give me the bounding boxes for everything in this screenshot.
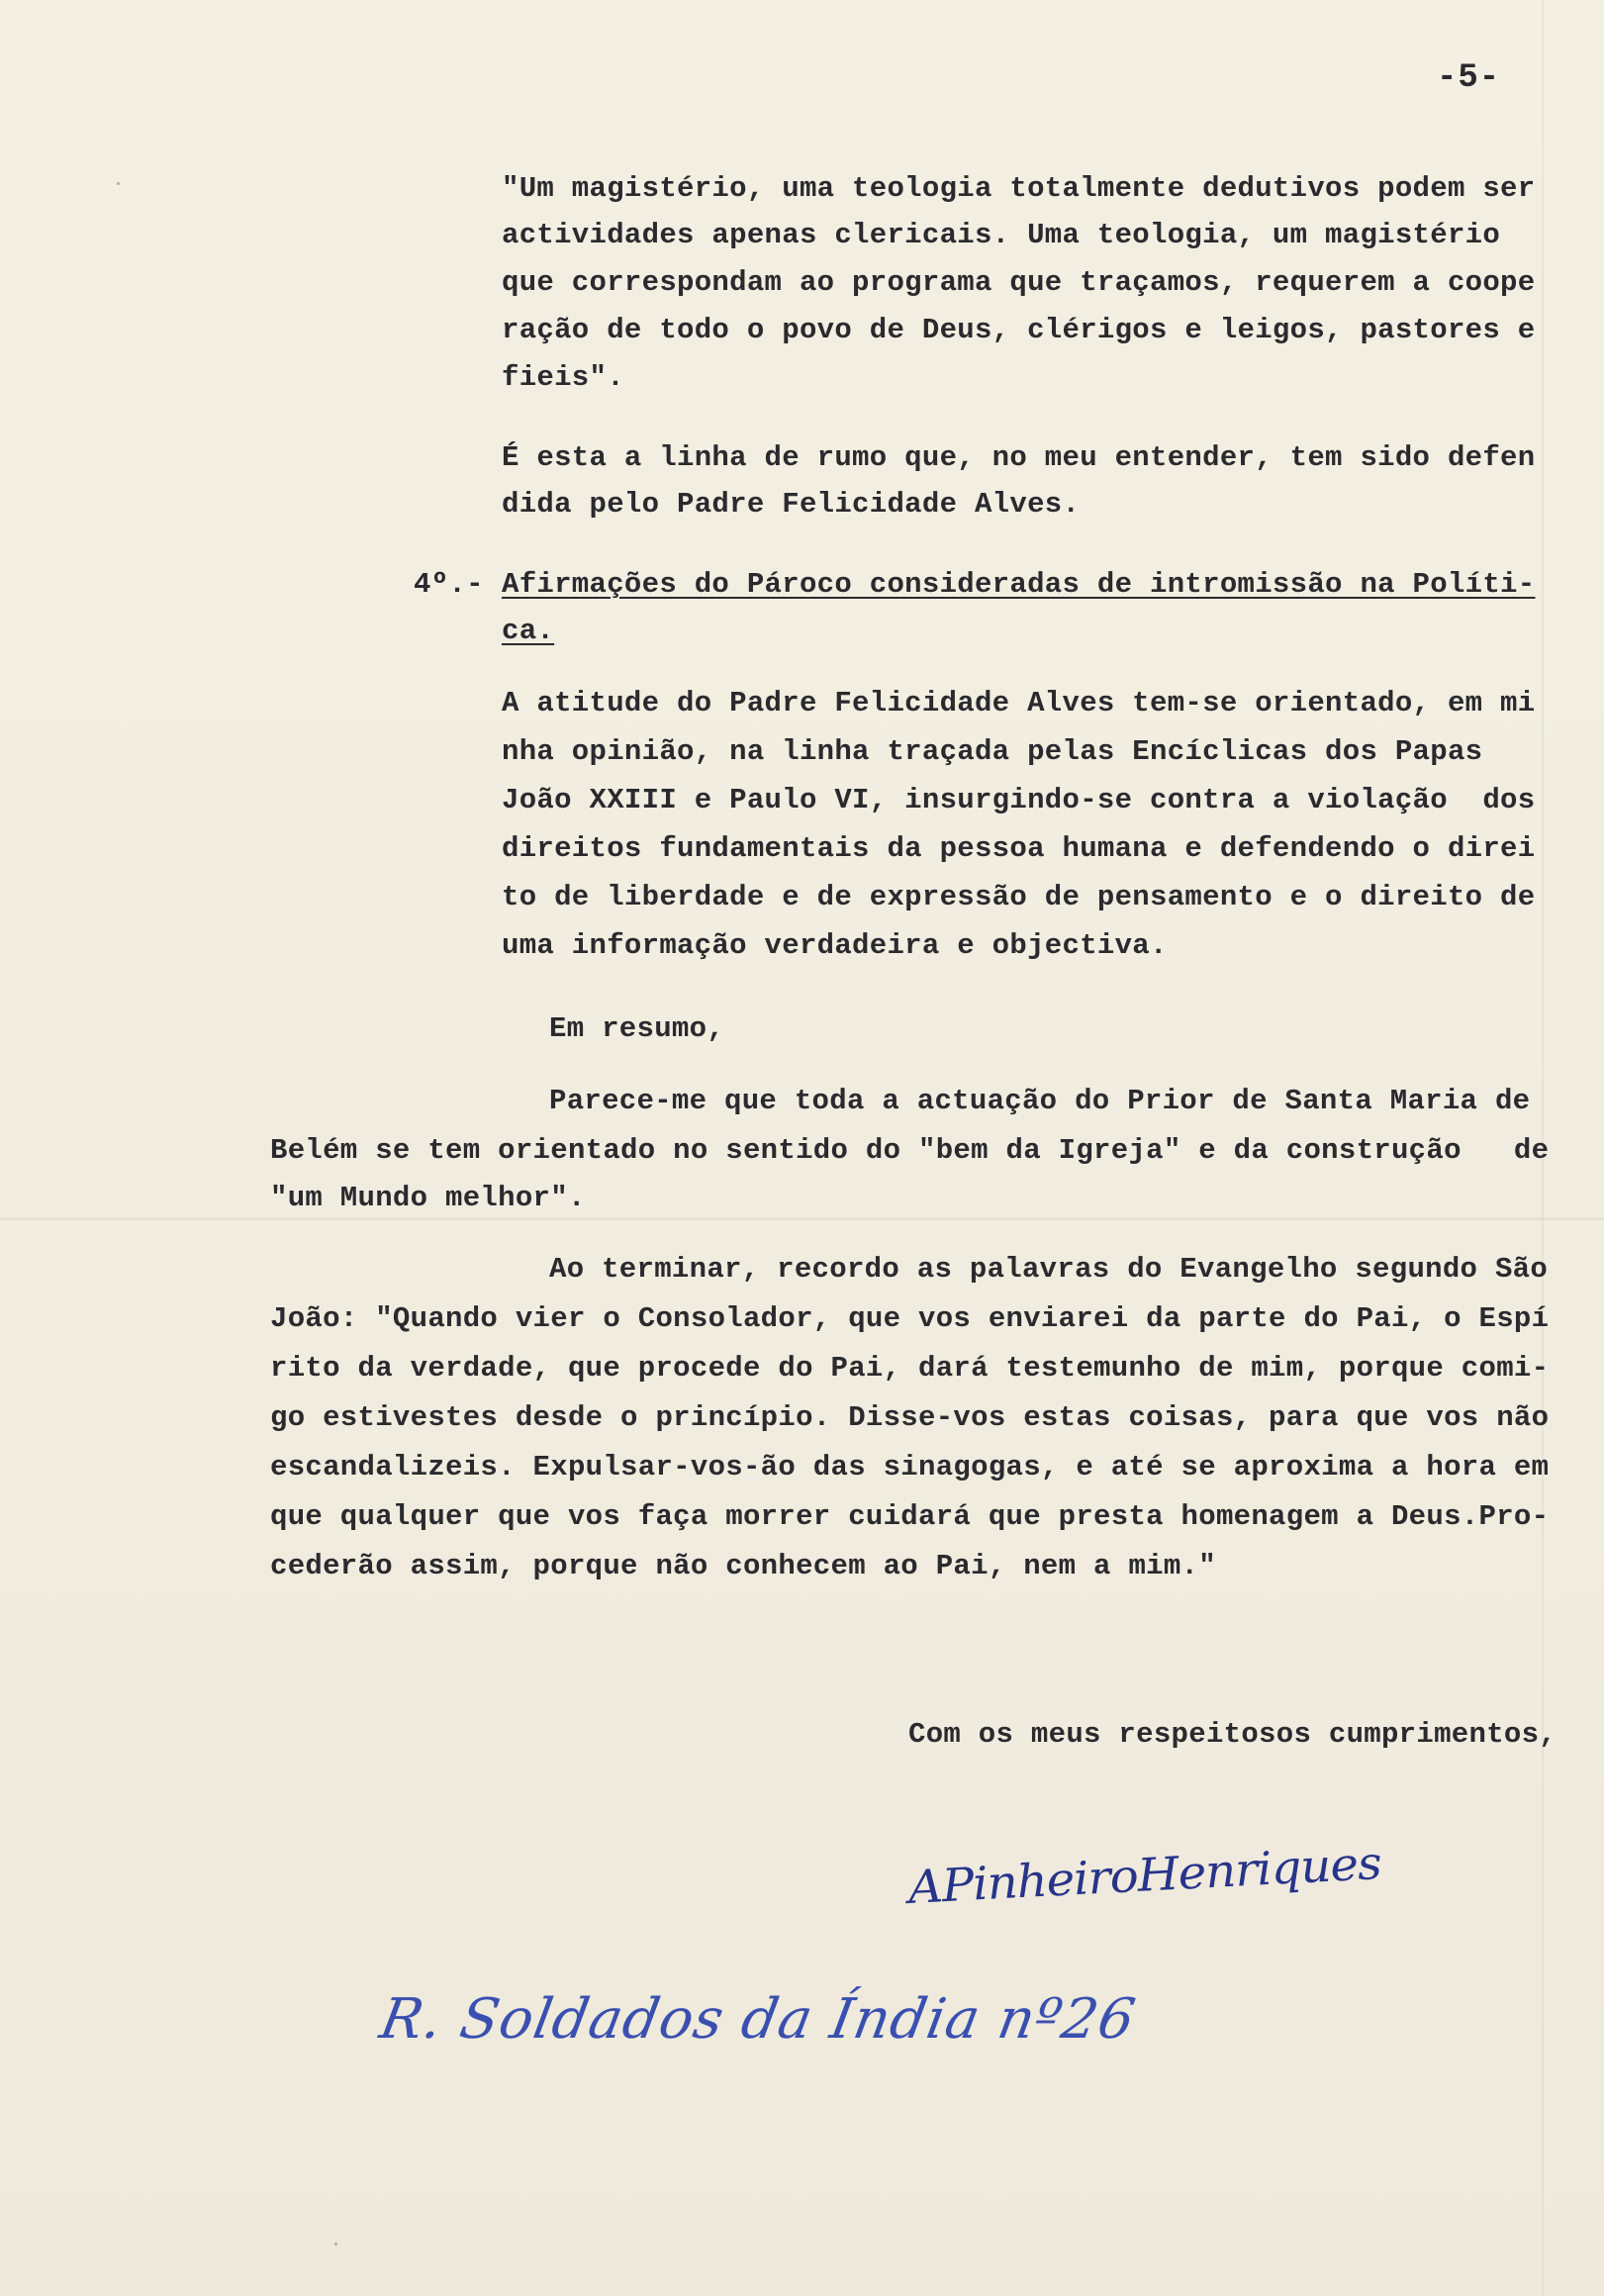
section-body-line: A atitude do Padre Felicidade Alves tem-se orientado, em mi	[502, 687, 1536, 719]
summary-intro: Em resumo,	[549, 1012, 725, 1045]
section-number: 4º.-	[414, 568, 484, 601]
closing-line: escandalizeis. Expulsar-vos-ão das sinagogas, e até se aproxima a hora em	[270, 1451, 1550, 1483]
summary-line: "um Mundo melhor".	[270, 1182, 586, 1214]
quote-line: "Um magistério, uma teologia totalmente dedutivos podem ser	[502, 172, 1536, 205]
quote-line: actividades apenas clericais. Uma teologia, um magistério	[502, 219, 1501, 251]
salutation: Com os meus respeitosos cumprimentos,	[908, 1718, 1557, 1751]
quote-line: que correspondam ao programa que traçamos, requerem a coope	[502, 266, 1536, 299]
summary-line: Parece-me que toda a actuação do Prior de Santa Maria de	[549, 1085, 1531, 1117]
paragraph-line: dida pelo Padre Felicidade Alves.	[502, 488, 1081, 521]
paper-fold-line	[0, 1217, 1604, 1220]
closing-line: Ao terminar, recordo as palavras do Evangelho segundo São	[549, 1253, 1549, 1286]
closing-line: rito da verdade, que procede do Pai, dará testemunho de mim, porque comi-	[270, 1352, 1550, 1385]
handwritten-address: R. Soldados da Índia nº26	[375, 1987, 1141, 2052]
quote-line: fieis".	[502, 361, 624, 394]
closing-line: João: "Quando vier o Consolador, que vos enviarei da parte do Pai, o Espí	[270, 1302, 1550, 1335]
section-body-line: direitos fundamentais da pessoa humana e defendendo o direi	[502, 832, 1536, 865]
closing-line: que qualquer que vos faça morrer cuidará que presta homenagem a Deus.Pro-	[270, 1500, 1550, 1533]
handwritten-signature: APinheiroHenriques	[906, 1836, 1382, 1914]
section-body-line: João XXIII e Paulo VI, insurgindo-se contra a violação dos	[502, 784, 1536, 816]
quote-line: ração de todo o povo de Deus, clérigos e leigos, pastores e	[502, 314, 1536, 346]
closing-line: go estivestes desde o princípio. Disse-vos estas coisas, para que vos não	[270, 1401, 1550, 1434]
section-body-line: nha opinião, na linha traçada pelas Encíclicas dos Papas	[502, 735, 1483, 768]
section-heading: ca.	[502, 615, 555, 647]
section-body-line: to de liberdade e de expressão de pensamento e o direito de	[502, 881, 1536, 913]
summary-line: Belém se tem orientado no sentido do "bem da Igreja" e da construção de	[270, 1134, 1550, 1167]
closing-line: cederão assim, porque não conhecem ao Pai, nem a mim."	[270, 1550, 1216, 1582]
paragraph-line: É esta a linha de rumo que, no meu entender, tem sido defen	[502, 441, 1536, 474]
page-number: -5-	[1437, 59, 1501, 97]
paper-speck	[334, 2243, 337, 2246]
paper-speck	[117, 182, 120, 185]
section-heading: Afirmações do Pároco consideradas de intromissão na Políti-	[502, 568, 1536, 601]
section-body-line: uma informação verdadeira e objectiva.	[502, 929, 1168, 962]
